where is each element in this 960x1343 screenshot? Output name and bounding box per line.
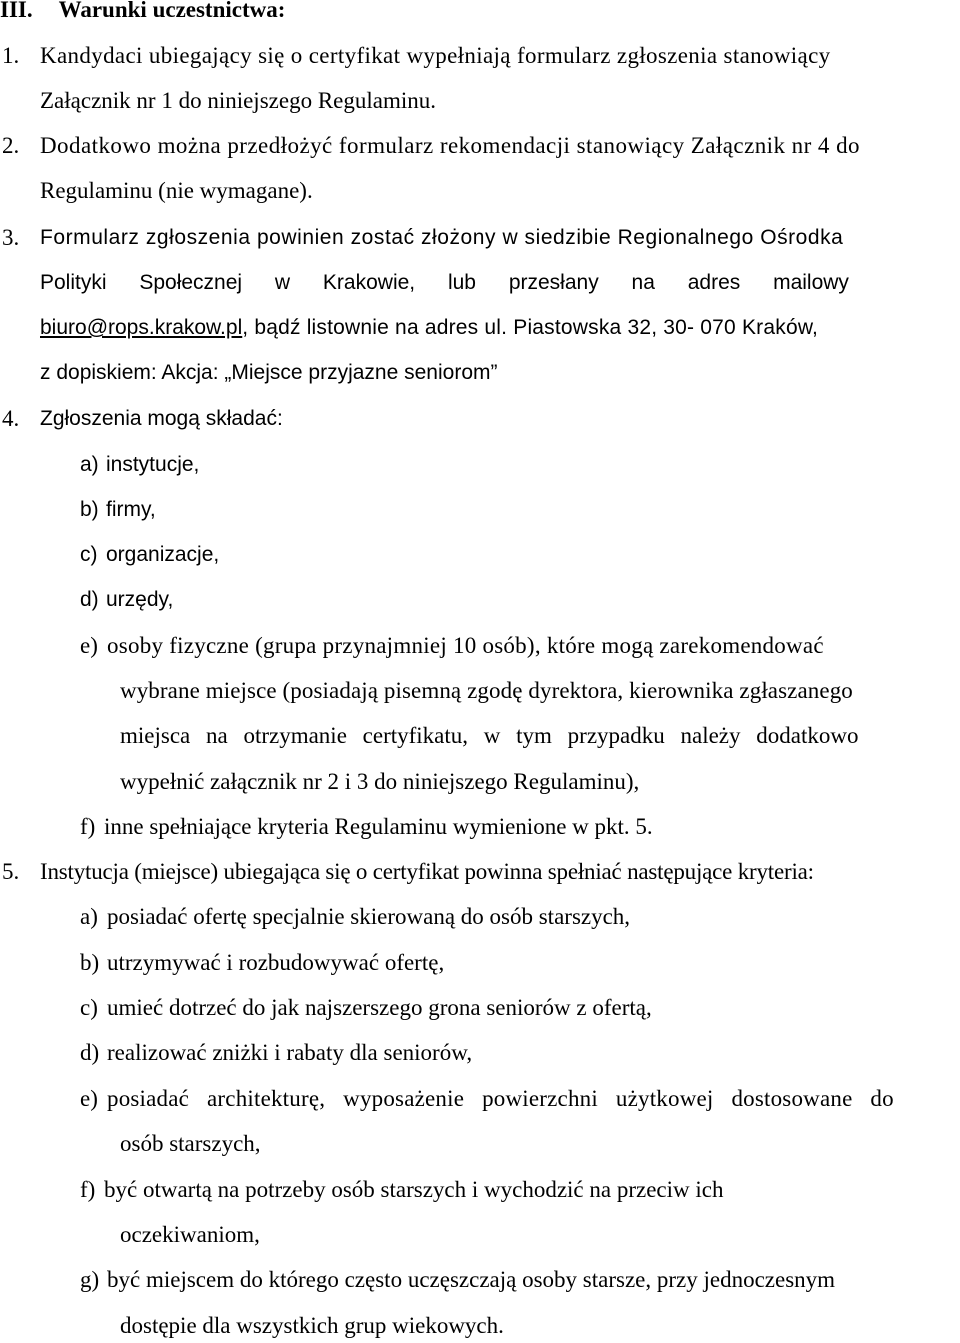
item-1-line-1: [40, 42, 955, 70]
item-3-address: , bądź listownie na adres ul. Piastowska 32, 30- 070 Kraków,: [242, 316, 819, 339]
item-5-g-line-1: być miejscem do którego często uczęszczają osoby starsze, przy jednoczesnym: [107, 1267, 836, 1292]
item-5-f-line-1: być otwartą na potrzeby osób starszych i wychodzić na przeciw ich: [104, 1177, 724, 1202]
item-1-number: 1.: [2, 43, 20, 68]
section-title: Warunki uczestnictwa:: [58, 0, 286, 22]
item-5-c-letter: c): [80, 995, 98, 1020]
email-link[interactable]: biuro@rops.krakow.pl: [40, 316, 243, 339]
item-4-a-letter: a): [80, 453, 99, 476]
item-5-intro: Instytucja (miejsce) ubiegająca się o certyfikat powinna spełniać następujące kryteria:: [40, 859, 814, 884]
item-5-number: 5.: [2, 859, 20, 884]
item-4-f-text: inne spełniające kryteria Regulaminu wymienione w pkt. 5.: [104, 814, 653, 839]
item-5-f-letter: f): [80, 1177, 96, 1202]
item-1-line-2: Załącznik nr 1 do niniejszego Regulaminu.: [40, 88, 436, 113]
item-2-line-1: Dodatkowo można przedłożyć formularz rekomendacji stanowiący Załącznik nr 4 do: [40, 133, 860, 158]
item-5-e-line-1: posiadać architekturę, wyposażenie powierzchni użytkowej dostosowane do: [107, 1086, 894, 1111]
item-5-b-letter: b): [80, 950, 100, 975]
item-3-number: 3.: [2, 225, 20, 250]
section-number: III.: [0, 0, 33, 22]
item-4-c-text: organizacje,: [106, 543, 220, 566]
item-5-g-line-2: dostępie dla wszystkich grup wiekowych.: [120, 1313, 504, 1338]
item-5-a-text: posiadać ofertę specjalnie skierowaną do osób starszych,: [107, 904, 631, 929]
item-4-e-letter: e): [80, 633, 98, 658]
item-4-d-letter: d): [80, 588, 99, 611]
item-4-b-text: firmy,: [106, 498, 156, 521]
item-4-e-line-1: osoby fizyczne (grupa przynajmniej 10 osób), które mogą zarekomendować: [107, 633, 824, 658]
item-5-b-text: utrzymywać i rozbudowywać ofertę,: [107, 950, 445, 975]
item-5-c-text: umieć dotrzeć do jak najszerszego grona seniorów z ofertą,: [107, 995, 652, 1020]
item-4-e-line-2: wybrane miejsce (posiadają pisemną zgodę dyrektora, kierownika zgłaszanego: [120, 678, 853, 703]
item-4-c-letter: c): [80, 543, 98, 566]
item-5-d-text: realizować zniżki i rabaty dla seniorów,: [107, 1040, 473, 1065]
item-1-text: Kandydaci ubiegający się o certyfikat wypełniają formularz zgłoszenia stanowiący: [40, 43, 831, 68]
item-4-e-line-4: wypełnić załącznik nr 2 i 3 do niniejszego Regulaminu),: [120, 769, 640, 794]
section-heading: [0, 0, 285, 24]
item-3-line-3: [40, 314, 818, 342]
item-5-e-letter: e): [80, 1086, 98, 1111]
item-4-intro: Zgłoszenia mogą składać:: [40, 407, 283, 430]
item-5-g-letter: g): [80, 1267, 100, 1292]
item-3-line-2: Polityki Społecznej w Krakowie, lub przesłany na adres mailowy: [40, 271, 849, 294]
item-5-d-letter: d): [80, 1040, 100, 1065]
item-4-f-letter: f): [80, 814, 96, 839]
item-4-a-text: instytucje,: [106, 453, 200, 476]
item-5-a-letter: a): [80, 904, 98, 929]
item-3-line-4: z dopiskiem: Akcja: „Miejsce przyjazne seniorom”: [40, 361, 498, 384]
item-5-e-line-2: osób starszych,: [120, 1131, 261, 1156]
item-4-e-line-3: miejsca na otrzymanie certyfikatu, w tym przypadku należy dodatkowo: [120, 723, 859, 748]
item-4-b-letter: b): [80, 498, 99, 521]
item-4-number: 4.: [2, 406, 20, 431]
item-4-d-text: urzędy,: [106, 588, 174, 611]
item-5-f-line-2: oczekiwaniom,: [120, 1222, 260, 1247]
item-3-line-1: Formularz zgłoszenia powinien zostać złożony w siedzibie Regionalnego Ośrodka: [40, 226, 844, 249]
item-2-number: 2.: [2, 133, 20, 158]
item-2-line-2: Regulaminu (nie wymagane).: [40, 178, 313, 203]
